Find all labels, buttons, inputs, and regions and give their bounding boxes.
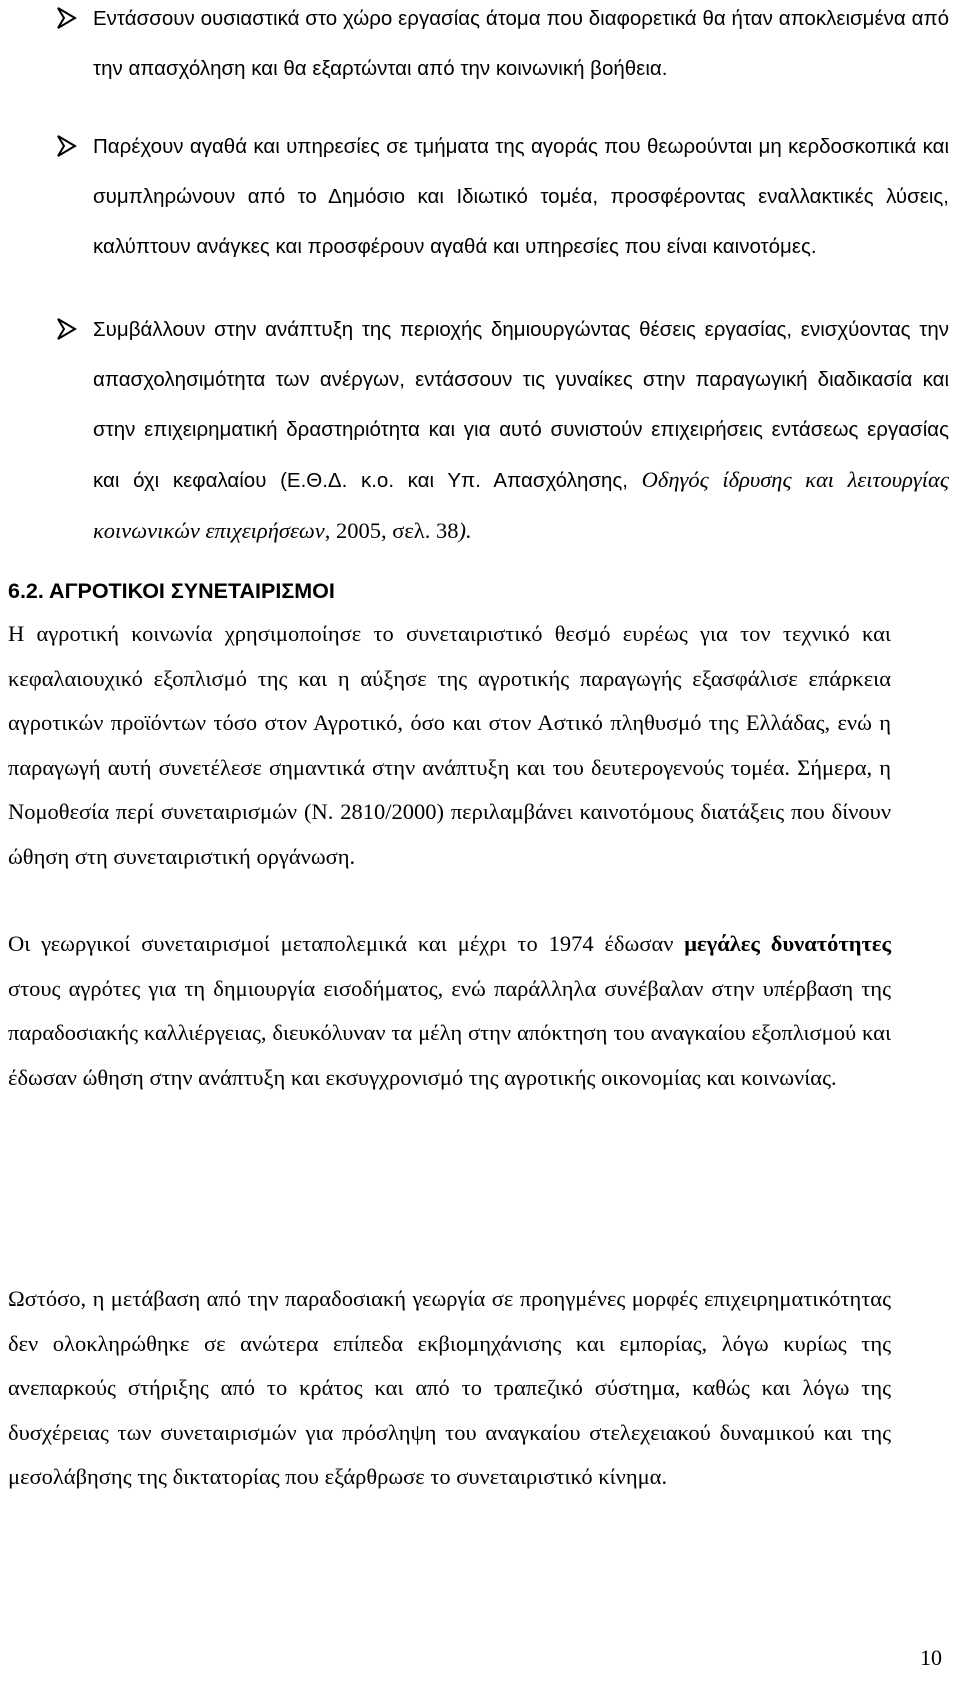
bullet-item-2 [57,128,949,298]
paragraph-2 [8,922,891,1100]
paragraph-3: Ωστόσο, η μετάβαση από την παραδοσιακή γεωργία σε προηγμένες μορφές επιχειρηματικότητας δεν ολοκληρώθηκε σε ανώτερα επίπεδα εκβιομηχάνισης και εμπορίας, λόγω κυρίως της ανεπαρκούς στήριξης από το κράτος και από το τραπεζικό σύστημα, καθώς και λόγω της δυσχέρειας των συνεταιρισμών για πρόσληψη του αναγκαίου στελεχειακού δυναμικού και της μεσολάβησης της δικτατορίας που εξάρθρωσε το συνεταιριστικό κίνημα. [8,1286,891,1490]
arrowhead-bullet-icon [57,311,77,351]
page-number: 10 [920,1645,942,1670]
arrowhead-bullet-icon [57,0,77,40]
citation-details: , 2005, σελ. 38 [324,518,459,543]
bullet-item-1 [57,0,949,110]
bullet-text-main: Συμβάλλουν στην ανάπτυξη της περιοχής δημιουργώντας θέσεις εργασίας, ενισχύοντας την απασχολησιμότητα των ανέργων, εντάσσουν τις γυναίκες στην παραγωγική διαδικασία και στην επιχειρηματική δραστηριότητα και για αυτό συνιστούν επιχειρήσεις εντάσεως εργασίας και όχι κεφαλαίου (Ε.Θ.Δ. κ.ο. και Υπ. Απασχόλησης, [93,318,949,492]
bullet-text: Παρέχουν αγαθά και υπηρεσίες σε τμήματα της αγοράς που θεωρούνται μη κερδοσκοπικά και συμπληρώνουν από το Δημόσιο και Ιδιωτικό τομέα, προσφέροντας εναλλακτικές λύσεις, καλύπτουν ανάγκες και προσφέρουν αγαθά και υπηρεσίες που είναι καινοτόμες. [93,135,949,258]
citation-closing: ). [458,518,472,543]
paragraph-2-text-end: στους αγρότες για τη δημιουργία εισοδήματος, ενώ παράλληλα συνέβαλαν στην υπέρβαση της παραδοσιακής καλλιέργειας, διευκόλυναν τα μέλη στην απόκτηση του αναγκαίου εξοπλισμού και έδωσαν ώθηση στην ανάπτυξη και εκσυγχρονισμό της αγροτικής οικονομίας και κοινωνίας. [8,975,891,1090]
bullet-item-3 [57,311,949,571]
bullet-text: Εντάσσουν ουσιαστικά στο χώρο εργασίας άτομα που διαφορετικά θα ήταν αποκλεισμένα από την απασχόληση και θα εξαρτώνται από την κοινωνική βοήθεια. [93,7,949,80]
paragraph-1: Η αγροτική κοινωνία χρησιμοποίησε το συνεταιριστικό θεσμό ευρέως για τον τεχνικό και κεφαλαιουχικό εξοπλισμό της και η αύξησε της αγροτικής παραγωγής εξασφάλισε επάρκεια αγροτικών προϊόντων τόσο στον Αγροτικό, όσο και στον Αστικό πληθυσμό της Ελλάδας, ενώ η παραγωγή αυτή συνετέλεσε σημαντικά στην ανάπτυξη και του δευτερογενούς τομέα. Σήμερα, η Νομοθεσία περί συνεταιρισμών (Ν. 2810/2000) περιλαμβάνει καινοτόμους διατάξεις που δίνουν ώθηση στη συνεταιριστική οργάνωση. [8,621,891,869]
arrowhead-bullet-icon [57,128,77,168]
citation-title: Οδηγός ίδρυσης και λειτουργίας κοινωνικών επιχειρήσεων [93,467,949,543]
paragraph-2-text-start: Οι γεωργικοί συνεταιρισμοί μεταπολεμικά και μέχρι το 1974 έδωσαν [8,931,685,956]
paragraph-2-bold-phrase: μεγάλες δυνατότητες [684,931,891,956]
section-heading: 6.2. ΑΓΡΟΤΙΚΟΙ ΣΥΝΕΤΑΙΡΙΣΜΟΙ [8,579,335,603]
bullet-text [93,305,949,557]
